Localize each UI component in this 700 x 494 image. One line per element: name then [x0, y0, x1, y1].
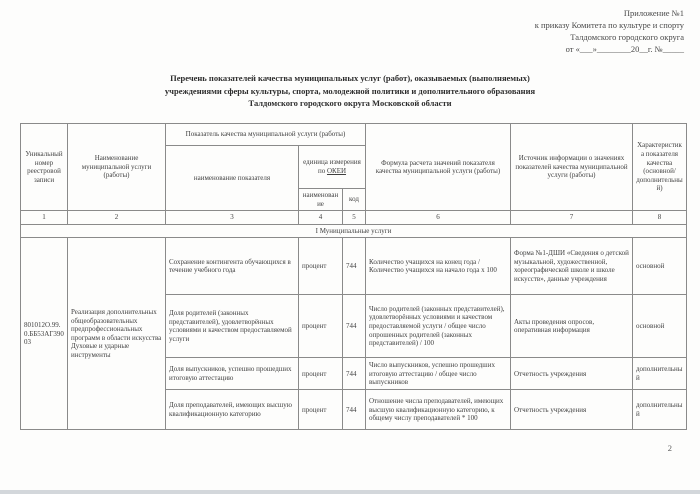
cell-indicator: Доля выпускников, успешно прошедших итоговую аттестацию: [166, 358, 299, 390]
header-formula: Формула расчета значений показателя качества муниципальной услуги (работы): [366, 124, 511, 211]
cell-service-name: Реализация дополнительных общеобразовательных предпрофессиональных программ в области искусства Духовые и ударные инструменты: [68, 238, 166, 430]
cell-indicator: Доля родителей (законных представителей), удовлетворённых условиями и качеством предоставляемой услуги: [166, 295, 299, 358]
scan-bottom-edge: [0, 490, 700, 494]
column-number-row: [21, 211, 687, 225]
corner-line-date: от «___»________20__г. №_____: [565, 44, 684, 54]
cell-indicator: Доля преподавателей, имеющих высшую квалификационную категорию: [166, 390, 299, 430]
table-row: [21, 238, 687, 295]
cell-unit: процент: [299, 390, 343, 430]
cell-source: Отчетность учреждения: [511, 358, 633, 390]
cell-formula: Отношение числа преподавателей, имеющих высшую квалификационную категорию, к общему числу преподавателей * 100: [366, 390, 511, 430]
title-line-1: Перечень показателей качества муниципальных услуг (работ), оказываемых (выполняемых): [170, 73, 530, 83]
header-unit-code: код: [343, 189, 366, 211]
corner-line-appendix: Приложение №1: [623, 8, 684, 18]
cell-indicator: Сохранение контингента обучающихся в течение учебного года: [166, 238, 299, 295]
cell-source: Форма №1-ДШИ «Сведения о детской музыкальной, художественной, хореографической школе и школе искусств», данные учреждения: [511, 238, 633, 295]
section-title-municipal-services: I Муниципальные услуги: [21, 224, 687, 238]
cell-source: Акты проведения опросов, оперативная информация: [511, 295, 633, 358]
cell-code: 744: [343, 390, 366, 430]
cell-formula: Количество учащихся на конец года / Количество учащихся на начало года х 100: [366, 238, 511, 295]
header-unit-group: [299, 146, 366, 189]
cell-formula: Число выпускников, успешно прошедших итоговую аттестацию / общее число выпускников: [366, 358, 511, 390]
cell-type: основной: [633, 295, 687, 358]
page-number: 2: [667, 443, 672, 453]
header-unit-name: наименование: [299, 189, 343, 211]
col-number-7: 7: [511, 211, 633, 225]
cell-type: дополнительный: [633, 390, 687, 430]
header-unit-prefix: единица измерения по: [303, 158, 361, 175]
cell-source: Отчетность учреждения: [511, 390, 633, 430]
header-characteristic: Характеристика показателя качества (основной/ дополнительный): [633, 124, 687, 211]
col-number-8: 8: [633, 211, 687, 225]
header-quality-indicator-group: Показатель качества муниципальной услуги (работы): [166, 124, 366, 146]
okei-link: ОКЕИ: [326, 167, 347, 175]
col-number-3: 3: [166, 211, 299, 225]
header-indicator-name: наименование показателя: [166, 146, 299, 211]
header-source: Источник информации о значениях показателей качества муниципальной услуги (работы): [511, 124, 633, 211]
cell-code: 744: [343, 358, 366, 390]
corner-line-order: к приказу Комитета по культуре и спорту: [534, 20, 684, 30]
title-line-3: Талдомского городского округа Московской области: [248, 98, 452, 108]
cell-type: основной: [633, 238, 687, 295]
document-title: [40, 72, 660, 110]
col-number-6: 6: [366, 211, 511, 225]
corner-line-district: Талдомского городского округа: [570, 32, 684, 42]
title-line-2: учреждениями сферы культуры, спорта, молодежной политики и дополнительного образования: [164, 85, 536, 96]
quality-indicators-table: [20, 123, 687, 430]
cell-unit: процент: [299, 238, 343, 295]
cell-unit: процент: [299, 358, 343, 390]
document-corner-block: [535, 7, 684, 55]
cell-unit: процент: [299, 295, 343, 358]
col-number-2: 2: [68, 211, 166, 225]
cell-code: 744: [343, 238, 366, 295]
col-number-4: 4: [299, 211, 343, 225]
col-number-1: 1: [21, 211, 68, 225]
cell-code: 744: [343, 295, 366, 358]
col-number-5: 5: [343, 211, 366, 225]
cell-type: дополнительный: [633, 358, 687, 390]
cell-registry-number: 801012О.99.0.ББ53АГ39003: [21, 238, 68, 430]
header-registry-number: Уникальный номер реестровой записи: [21, 124, 68, 211]
header-service-name: Наименование муниципальной услуги (работы): [68, 124, 166, 211]
cell-formula: Число родителей (законных представителей), удовлетворённых условиями и качеством предоставляемой услуги / общее число опрошенных родителей (законных представителей) / 100: [366, 295, 511, 358]
